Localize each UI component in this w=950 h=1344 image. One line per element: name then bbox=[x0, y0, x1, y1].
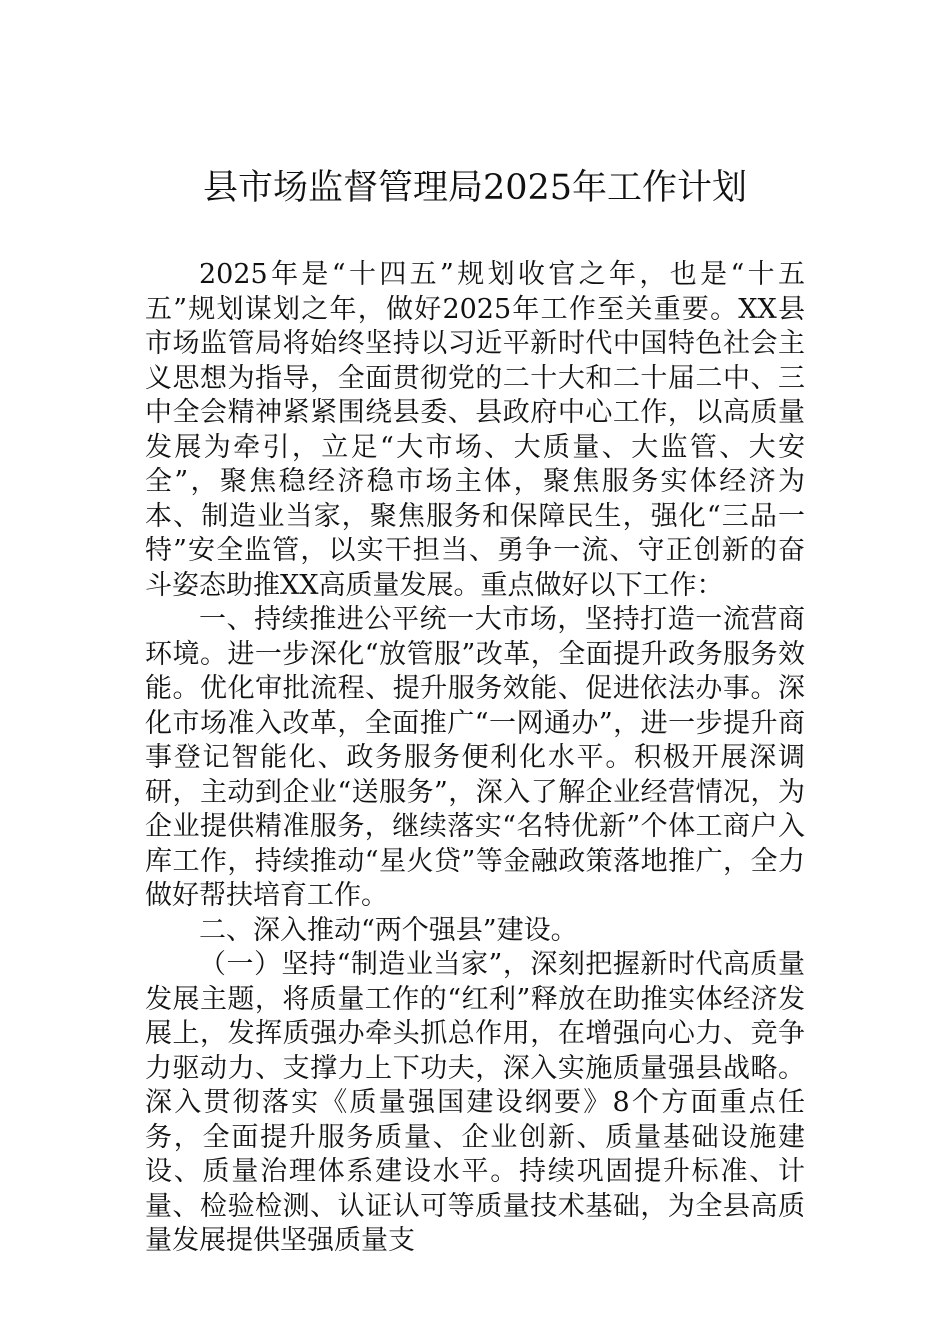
paragraph-section-two-heading: 二、深入推动“两个强县”建设。 bbox=[199, 914, 578, 946]
document-body bbox=[145, 258, 805, 1259]
document-title: 县市场监督管理局2025年工作计划 bbox=[202, 168, 748, 208]
paragraph-intro: 2025年是“十四五”规划收官之年，也是“十五五”规划谋划之年，做好2025年工作至关重要。XX县市场监管局将始终坚持以习近平新时代中国特色社会主义思想为指导，全面贯彻党的二十大和二十届二中、三中全会精神紧紧围绕县委、县政府中心工作，以高质量发展为牵引，立足“大市场、大质量、大监管、大安全”，聚焦稳经济稳市场主体，聚焦服务实体经济为本、制造业当家，聚焦服务和保障民生，强化“三品一特”安全监管，以实干担当、勇争一流、守正创新的奋斗姿态助推XX高质量发展。重点做好以下工作： bbox=[145, 259, 805, 601]
paragraph-section-one: 一、持续推进公平统一大市场，坚持打造一流营商环境。进一步深化“放管服”改革，全面提升政务服务效能。优化审批流程、提升服务效能、促进依法办事。深化市场准入改革，全面推广“一网通办”，进一步提升商事登记智能化、政务服务便利化水平。积极开展深调研，主动到企业“送服务”，深入了解企业经营情况，为企业提供精准服务，继续落实“名特优新”个体工商户入库工作，持续推动“星火贷”等金融政策落地推广，全力做好帮扶培育工作。 bbox=[145, 604, 805, 911]
paragraph-section-two-item-one: （一）坚持“制造业当家”，深刻把握新时代高质量发展主题，将质量工作的“红利”释放在助推实体经济发展上，发挥质强办牵头抓总作用，在增强向心力、竞争力驱动力、支撑力上下功夫，深入实施质量强县战略。深入贯彻落实《质量强国建设纲要》8个方面重点任务，全面提升服务质量、企业创新、质量基础设施建设、质量治理体系建设水平。持续巩固提升标准、计量、检验检测、认证认可等质量技术基础，为全县高质量发展提供坚强质量支 bbox=[145, 949, 805, 1256]
